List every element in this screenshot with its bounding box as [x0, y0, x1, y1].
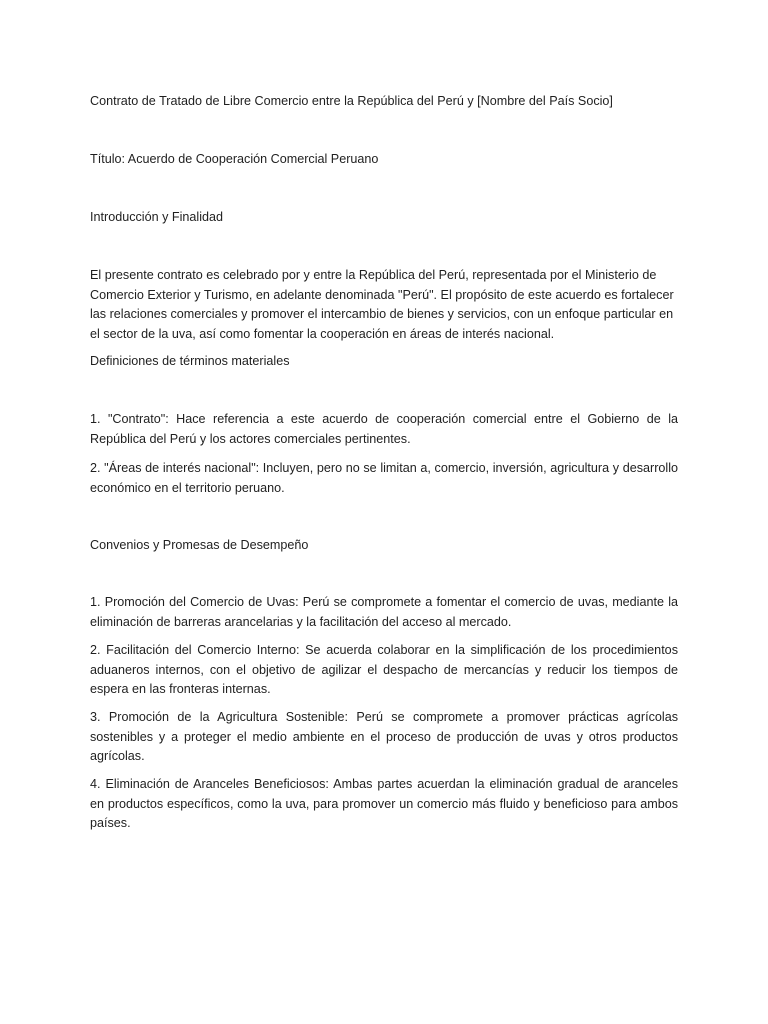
definition-item: 1. "Contrato": Hace referencia a este acuerdo de cooperación comercial entre el Gobierno de la República del Perú y los actores comerciales pertinentes.: [90, 412, 678, 446]
definition-item: 2. "Áreas de interés nacional": Incluyen, pero no se limitan a, comercio, inversión, agricultura y desarrollo económico en el territorio peruano.: [90, 461, 678, 495]
document-title: Contrato de Tratado de Libre Comercio entre la República del Perú y [Nombre del País Socio]: [90, 94, 613, 108]
intro-heading: Introducción y Finalidad: [90, 210, 224, 224]
covenant-item: 3. Promoción de la Agricultura Sostenible: Perú se compromete a promover prácticas agrícolas sostenibles y a proteger el medio ambiente en el proceso de producción de uvas y otros productos agrícolas.: [90, 710, 678, 764]
covenant-item: 1. Promoción del Comercio de Uvas: Perú se compromete a fomentar el comercio de uvas, mediante la eliminación de barreras arancelarias y la facilitación del acceso al mercado.: [90, 595, 678, 629]
document-subtitle: Título: Acuerdo de Cooperación Comercial Peruano: [90, 152, 379, 166]
covenant-item: 2. Facilitación del Comercio Interno: Se acuerda colaborar en la simplificación de los procedimientos aduaneros internos, con el objetivo de agilizar el despacho de mercancías y reducir los tiempos de espera en las fronteras internas.: [90, 643, 678, 697]
covenants-heading: Convenios y Promesas de Desempeño: [90, 538, 309, 552]
covenant-item: 4. Eliminación de Aranceles Beneficiosos: Ambas partes acuerdan la eliminación gradual de aranceles en productos específicos, como la uva, para promover un comercio más fluido y beneficioso para ambos países.: [90, 777, 678, 831]
intro-paragraph: El presente contrato es celebrado por y entre la República del Perú, representada por el Ministerio de Comercio Exterior y Turismo, en adelante denominada "Perú". El propósito de este acuerdo es fortalecer las relaciones comerciales y promover el intercambio de bienes y servicios, con un enfoque particular en el sector de la uva, así como fomentar la cooperación en áreas de interés nacional.: [90, 268, 674, 342]
definitions-heading: Definiciones de términos materiales: [90, 354, 290, 368]
